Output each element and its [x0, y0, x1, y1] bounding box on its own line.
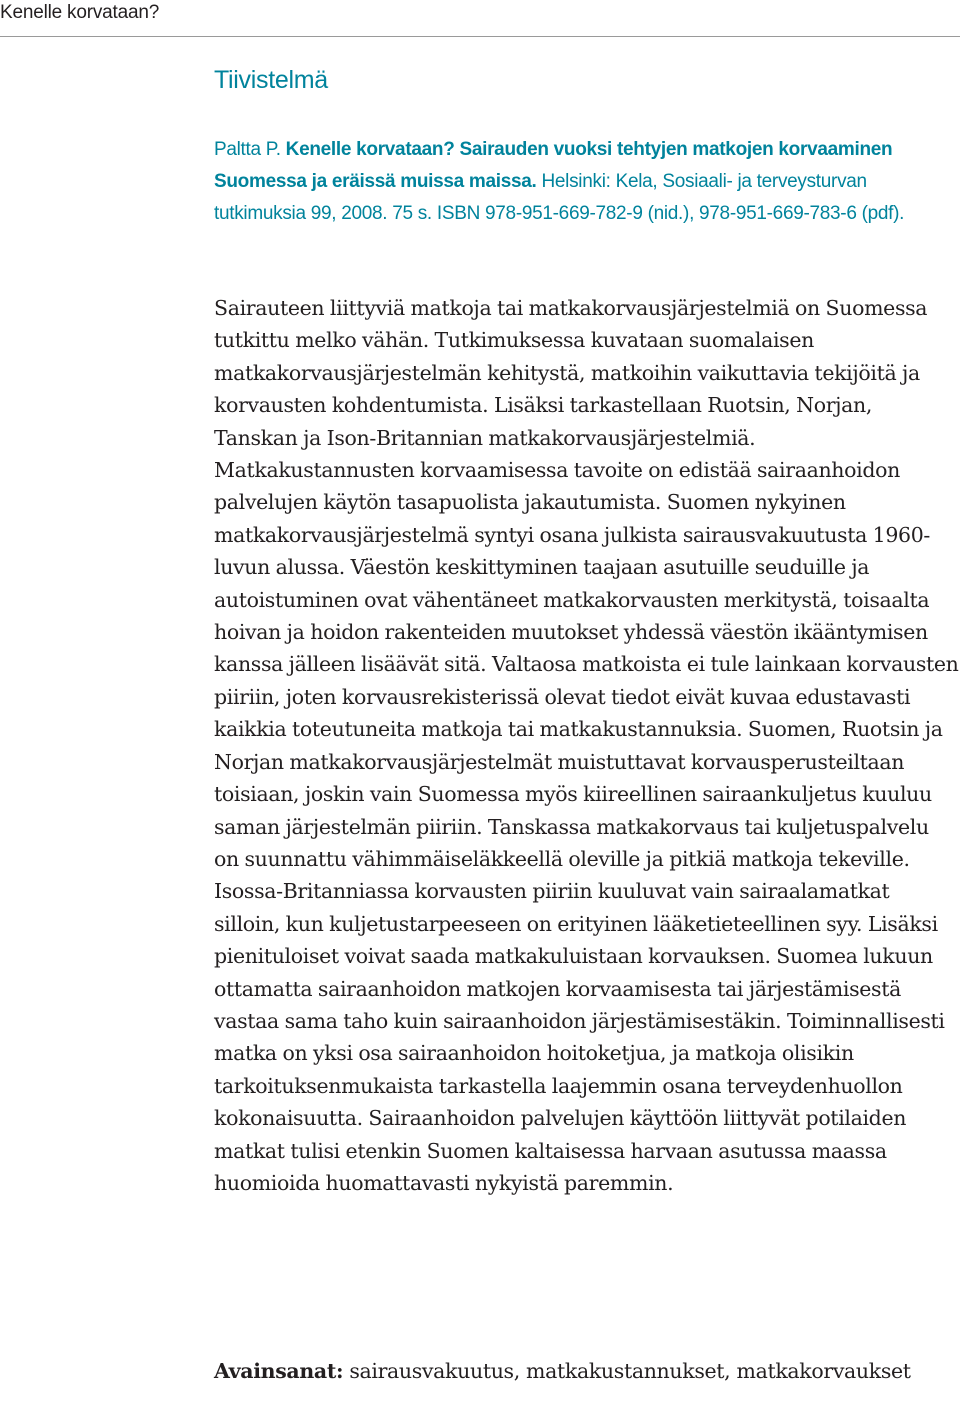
- keywords-label: Avainsanat:: [214, 1359, 344, 1383]
- citation: [214, 134, 944, 230]
- running-header: Kenelle korvataan?: [0, 2, 160, 23]
- abstract-text: Sairauteen liittyviä matkoja tai matkakorvausjärjestelmiä on Suomessa tutkittu melko vähän. Tutkimuksessa kuvataan suomalaisen matkakorvausjärjestelmän kehitystä, matkoihin vaikuttavia tekijöitä ja korvausten kohdentumista. Lisäksi tarkastellaan Ruotsin, Norjan, Tanskan ja Ison-Britannian matkakorvausjärjestelmiä. Matkakustannusten korvaamisessa tavoite on edistää sairaanhoidon palvelujen käytön tasapuolista jakautumista. Suomen nykyinen matkakorvausjärjestelmä syntyi osana julkista sairausvakuutusta 1960-luvun alussa. Väestön keskittyminen taajaan asutuille seuduille ja autoistuminen ovat vähentäneet matkakorvausten merkitystä, toisaalta hoivan ja hoidon rakenteiden muutokset yhdessä väestön ikääntymisen kanssa jälleen lisäävät sitä. Valtaosa matkoista ei tule lainkaan korvausten piiriin, joten korvausrekisterissä olevat tiedot eivät kuvaa edustavasti kaikkia toteutuneita matkoja tai matkakustannuksia. Suomen, Ruotsin ja Norjan matkakorvausjärjestelmät muistuttavat korvausperusteiltaan toisiaan, joskin vain Suomessa myös kiireellinen sairaankuljetus kuuluu saman järjestelmän piiriin. Tanskassa matkakorvaus tai kuljetuspalvelu on suunnattu vähimmäiseläkkeellä oleville ja pitkiä matkoja tekeville. Isossa-Britanniassa korvausten piiriin kuuluvat vain sairaalamatkat silloin, kun kuljetustarpeeseen on erityinen lääketieteellinen syy. Lisäksi pienituloiset voivat saada matkakuluistaan korvauksen. Suomea lukuun ottamatta sairaanhoidon matkojen korvaamisesta tai järjestämisestä vastaa sama taho kuin sairaanhoidon järjestämisestäkin. Toiminnallisesti matka on yksi osa sairaanhoidon hoitoketjua, ja matkoja olisikin tarkoituksenmukaista tarkastella laajemmin osana terveydenhuollon kokonaisuutta. Sairaanhoidon palvelujen käyttöön liittyvät potilaiden matkat tulisi etenkin Suomen kaltaisessa harvaan asutussa maassa huomioida huomattavasti nykyistä paremmin.: [214, 296, 959, 1195]
- section-title: Tiivistelmä: [214, 66, 328, 94]
- citation-title: Kenelle korvataan? Sairauden vuoksi tehtyjen matkojen korvaaminen Suomessa ja eräissä muissa maissa.: [214, 139, 893, 192]
- keywords-value: sairausvakuutus, matkakustannukset, matkakorvaukset: [343, 1359, 911, 1383]
- citation-details: Helsinki: Kela, Sosiaali- ja terveysturvan tutkimuksia 99, 2008. 75 s. ISBN 978-951-669-782-9 (nid.), 978-951-669-783-6 (pdf).: [214, 171, 905, 224]
- header-divider: [0, 36, 960, 37]
- keywords: [214, 1355, 914, 1387]
- citation-author: Paltta P.: [214, 139, 286, 160]
